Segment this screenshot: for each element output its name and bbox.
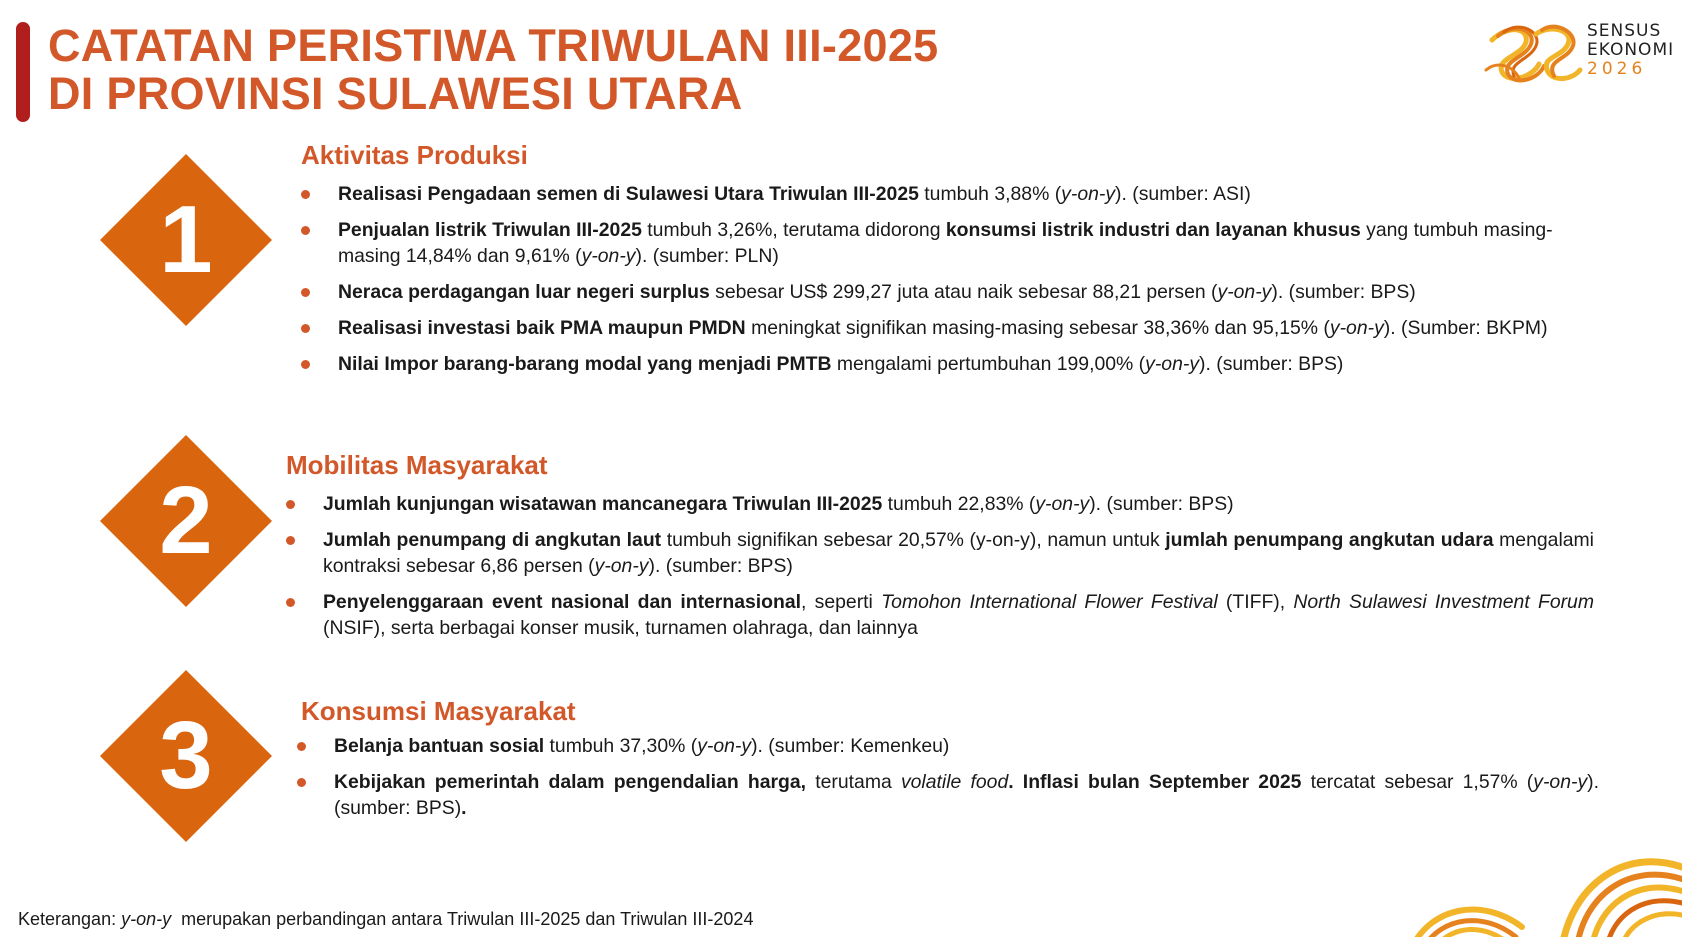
list-item: [301, 181, 1611, 207]
item-text: ). (sumber: BPS): [648, 555, 793, 577]
section-1-number-badge: [100, 154, 272, 326]
section-aktivitas-produksi: [301, 139, 1611, 387]
list-item: [301, 351, 1611, 377]
item-text: tumbuh signifikan sebesar 20,57% (y-on-y), namun untuk: [661, 529, 1166, 551]
item-italic-text: Tomohon International Flower Festival: [881, 591, 1218, 613]
section-3-list: [297, 733, 1599, 821]
bullet-icon: [297, 778, 306, 787]
logo-wordmark: [1587, 22, 1674, 79]
title-accent-bar: [16, 22, 30, 122]
item-italic-text: y-on-y: [1145, 353, 1200, 375]
item-bold-text: Realisasi Pengadaan semen di Sulawesi Utara Triwulan III-2025: [338, 183, 919, 205]
section-1-title: Aktivitas Produksi: [301, 140, 528, 170]
item-text: ). (sumber: ASI): [1115, 183, 1251, 205]
item-text: yang tumbuh masing-masing 14,84% dan 9,61% (: [338, 219, 1553, 267]
item-bold-text: Penyelenggaraan event nasional dan internasional: [323, 591, 802, 613]
footnote-label: Keterangan:: [18, 909, 122, 929]
list-item: [286, 589, 1594, 641]
item-bold-text: Penjualan listrik Triwulan III-2025: [338, 219, 642, 241]
list-item: [301, 217, 1611, 269]
item-text: ). (sumber: BPS): [1089, 493, 1234, 515]
item-bold-text: . Inflasi bulan September 2025: [1008, 771, 1302, 793]
section-konsumsi-masyarakat: [301, 695, 1599, 831]
item-italic-text: y-on-y: [581, 245, 636, 267]
footnote: [18, 908, 753, 930]
item-text: (NSIF), serta berbagai konser musik, turnamen olahraga, dan lainnya: [323, 617, 918, 639]
footnote-text: merupakan perbandingan antara Triwulan III-2025 dan Triwulan III-2024: [171, 909, 754, 929]
page-title: [48, 22, 939, 118]
section-mobilitas-masyarakat: [286, 449, 1594, 651]
item-text: terutama: [806, 771, 901, 793]
item-text: tumbuh 3,88% (: [918, 183, 1062, 205]
item-bold-text: jumlah penumpang angkutan udara: [1165, 529, 1494, 551]
section-3-title: Konsumsi Masyarakat: [301, 696, 576, 726]
item-text: ). (sumber: BPS): [1271, 281, 1416, 303]
item-text: (TIFF),: [1217, 591, 1294, 613]
item-bold-text: .: [461, 797, 467, 819]
section-2-number-badge: [100, 435, 272, 607]
item-italic-text: y-on-y: [1533, 771, 1588, 793]
item-bold-text: Kebijakan pemerintah dalam pengendalian harga,: [334, 771, 807, 793]
bullet-icon: [286, 598, 295, 607]
item-text: ). (sumber: BPS): [1199, 353, 1344, 375]
section-3-number: 3: [159, 702, 213, 809]
item-italic-text: y-on-y: [1329, 317, 1384, 339]
decorative-swirl-icon: [1412, 827, 1682, 937]
list-item: [297, 769, 1599, 821]
bullet-icon: [286, 536, 295, 545]
item-italic-text: y-on-y: [1217, 281, 1272, 303]
item-italic-text: y-on-y: [594, 555, 649, 577]
footnote-term: y-on-y: [121, 909, 172, 929]
bullet-icon: [286, 500, 295, 509]
item-text: sebesar US$ 299,27 juta atau naik sebesar 88,21 persen (: [709, 281, 1218, 303]
section-2-list: [286, 491, 1594, 641]
item-bold-text: Neraca perdagangan luar negeri surplus: [338, 281, 710, 303]
section-3-number-badge: [100, 670, 272, 842]
item-text: tumbuh 37,30% (: [544, 735, 698, 757]
item-text: mengalami pertumbuhan 199,00% (: [831, 353, 1146, 375]
item-bold-text: Realisasi investasi baik PMA maupun PMDN: [338, 317, 746, 339]
list-item: [297, 733, 1599, 759]
bullet-icon: [301, 226, 310, 235]
item-text: ). (sumber: Kemenkeu): [751, 735, 950, 757]
item-bold-text: Jumlah kunjungan wisatawan mancanegara Triwulan III-2025: [323, 493, 883, 515]
item-text: tumbuh 3,26%, terutama didorong: [641, 219, 946, 241]
list-item: [286, 491, 1594, 517]
list-item: [286, 527, 1594, 579]
bullet-icon: [301, 288, 310, 297]
sensus-ekonomi-swirl-logo-icon: [1484, 20, 1584, 90]
sensus-ekonomi-logo: [1484, 18, 1674, 90]
bullet-icon: [297, 742, 306, 751]
section-1-list: [301, 181, 1611, 377]
item-text: , seperti: [801, 591, 882, 613]
item-text: tercatat sebesar 1,57% (: [1301, 771, 1534, 793]
item-text: ). (sumber: PLN): [635, 245, 779, 267]
item-text: ). (sumber: BPS): [334, 771, 1600, 819]
item-bold-text: Jumlah penumpang di angkutan laut: [323, 529, 662, 551]
section-1-number: 1: [159, 186, 213, 293]
item-bold-text: Belanja bantuan sosial: [334, 735, 545, 757]
item-bold-text: konsumsi listrik industri dan layanan khusus: [945, 219, 1361, 241]
bullet-icon: [301, 324, 310, 333]
item-text: tumbuh 22,83% (: [882, 493, 1036, 515]
logo-line-ekonomi: EKONOMI: [1587, 40, 1675, 60]
section-2-title: Mobilitas Masyarakat: [286, 450, 548, 480]
section-2-number: 2: [159, 467, 213, 574]
page-title-line-1: CATATAN PERISTIWA TRIWULAN III-2025: [48, 20, 939, 71]
item-italic-text: y-on-y: [1035, 493, 1090, 515]
list-item: [301, 279, 1611, 305]
page-title-line-2: DI PROVINSI SULAWESI UTARA: [48, 68, 743, 119]
bullet-icon: [301, 190, 310, 199]
list-item: [301, 315, 1611, 341]
item-italic-text: volatile food: [900, 771, 1009, 793]
item-text: meningkat signifikan masing-masing sebesar 38,36% dan 95,15% (: [745, 317, 1330, 339]
logo-line-sensus: SENSUS: [1587, 21, 1662, 41]
item-italic-text: y-on-y: [1061, 183, 1116, 205]
item-text: ). (Sumber: BKPM): [1383, 317, 1548, 339]
item-bold-text: Nilai Impor barang-barang modal yang menjadi PMTB: [338, 353, 832, 375]
bullet-icon: [301, 360, 310, 369]
item-italic-text: y-on-y: [697, 735, 752, 757]
item-italic-text: North Sulawesi Investment Forum: [1293, 591, 1594, 613]
logo-year: 2026: [1587, 59, 1647, 79]
item-text: mengalami kontraksi sebesar 6,86 persen (: [323, 529, 1594, 577]
